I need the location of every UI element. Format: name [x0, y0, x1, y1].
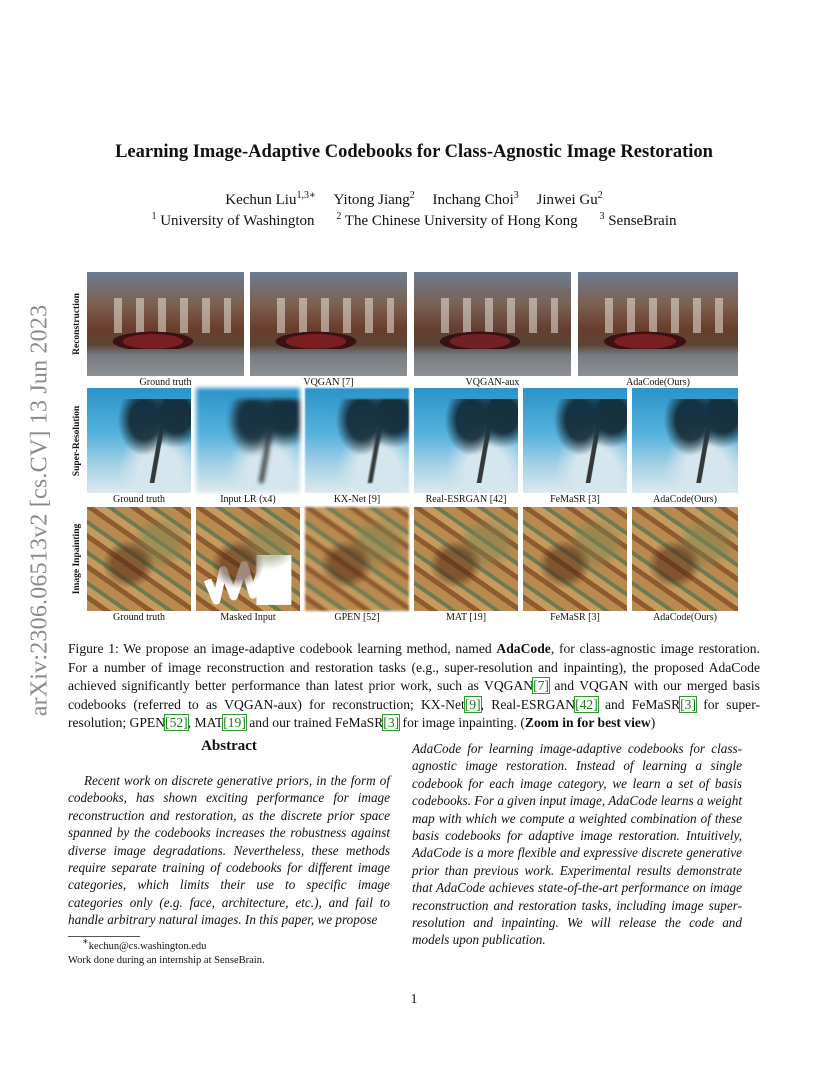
- panel-caption: Ground truth: [113, 494, 165, 505]
- panel-caption: MAT [19]: [445, 612, 487, 623]
- author-sup: 2: [409, 190, 415, 201]
- figure-panel: [414, 272, 571, 390]
- author: [334, 192, 415, 208]
- row-label-image-inpainting: [70, 507, 84, 611]
- figure-panel: [523, 388, 627, 508]
- author-name: Kechun Liu: [225, 192, 297, 208]
- affiliation-name: SenseBrain: [608, 213, 677, 229]
- inpainting-image: [305, 507, 409, 611]
- figure-panel: [632, 507, 738, 627]
- citation-link[interactable]: [19]: [223, 715, 246, 731]
- abstract-body-right: AdaCode for learning image-adaptive codebooks for class-agnostic image restoration. Instead of learning a single codebook for each image category, we learn a set of basis codebooks. For a given input image, AdaCode learns a weight map with which we compute a weighted combination of these basis codebooks for adaptive image restoration. Intuitively, AdaCode is a more flexible and expressive discrete generative prior than previous work. Experimental results demonstrate that AdaCode achieves state-of-the-art performance on image reconstruction and restoration tasks, including image super-resolution and inpainting. We will release the code and models upon publication.: [412, 741, 742, 948]
- caption-text: for image inpainting. (: [399, 715, 525, 731]
- affiliation-list: [0, 213, 828, 230]
- author: [225, 192, 316, 208]
- super-resolution-image: [196, 388, 300, 493]
- caption-text: and our trained FeMaSR: [245, 715, 384, 731]
- figure-panel: [305, 388, 409, 508]
- author-name: Yitong Jiang: [333, 192, 410, 208]
- panel-caption: AdaCode(Ours): [626, 377, 690, 388]
- super-resolution-image: [87, 388, 191, 493]
- panel-caption: GPEN [52]: [334, 612, 380, 623]
- author-sup: 2: [597, 190, 603, 201]
- affiliation-sup: 1: [151, 211, 157, 222]
- citation-link[interactable]: [42]: [575, 696, 598, 712]
- citation-link[interactable]: [9]: [464, 696, 481, 712]
- super-resolution-image: [305, 388, 409, 493]
- author-list: [0, 192, 828, 209]
- abstract-paragraph: Recent work on discrete generative priors, in the form of codebooks, has shown exciting performance for image reconstruction and restoration, as the discrete prior space spanned by the codebooks increases the robustness against diverse image degradations. Nevertheless, these methods require separate training of codebooks for different image categories, which limits their use to specific image categories only (e.g. face, architecture, etc.), and fail to handle arbitrary natural images. In this paper, we propose: [68, 773, 390, 928]
- arxiv-identifier: [20, 290, 60, 730]
- figure-panel: [87, 272, 244, 390]
- panel-caption: AdaCode(Ours): [653, 494, 717, 505]
- citation-link[interactable]: [3]: [680, 696, 696, 712]
- figure-panel: [414, 388, 518, 508]
- caption-text: , Real-ESRGAN: [480, 696, 576, 712]
- author: [433, 192, 519, 208]
- affiliation-name: The Chinese University of Hong Kong: [344, 213, 578, 229]
- affiliation-sup: 3: [599, 211, 605, 222]
- author-name: Inchang Choi: [432, 192, 514, 208]
- panel-caption: AdaCode(Ours): [653, 612, 717, 623]
- row-label-text: Image Inpainting: [72, 523, 83, 595]
- citation-link[interactable]: [3]: [383, 715, 400, 731]
- panel-caption: Ground truth: [113, 612, 165, 623]
- footnote-internship: Work done during an internship at SenseBrain.: [68, 955, 265, 966]
- panel-caption: VQGAN [7]: [303, 377, 354, 388]
- caption-text: Figure 1: We propose an image-adaptive codebook learning method, named: [68, 641, 497, 656]
- super-resolution-image: [414, 388, 518, 493]
- caption-method-name: AdaCode: [496, 641, 551, 656]
- caption-text: , MAT: [187, 715, 224, 731]
- panel-caption: Real-ESRGAN [42]: [425, 494, 507, 505]
- affiliation-name: University of Washington: [160, 213, 315, 229]
- affiliation: [151, 213, 314, 229]
- inpainting-image: [87, 507, 191, 611]
- author-name: Jinwei Gu: [536, 192, 598, 208]
- inpainting-image: [523, 507, 627, 611]
- citation-link[interactable]: [52]: [165, 715, 188, 731]
- caption-text: , for class-agnostic image restoration. For a number of image reconstruction and restoration tasks (e.g., super-resolution and inpainting), the proposed AdaCode achieved significantly better performance than latest prior work, such as VQGAN: [68, 641, 761, 694]
- panel-caption: KX-Net [9]: [333, 494, 381, 505]
- panel-caption: Masked Input: [220, 612, 276, 623]
- figure-panel: [523, 507, 627, 627]
- footnote-email: [82, 936, 207, 952]
- caption-text: and FeMaSR: [597, 696, 681, 712]
- caption-text: and VQGAN with our merged basis codebooks (referred to as VQGAN-aux) for reconstruction; KX-Net: [68, 678, 760, 712]
- footnote-email-text[interactable]: kechun@cs.washington.edu: [88, 941, 207, 952]
- affiliation: [599, 213, 676, 229]
- paper-title: Learning Image-Adaptive Codebooks for Class-Agnostic Image Restoration: [115, 142, 713, 162]
- reconstruction-image: [87, 272, 244, 376]
- author-sup: 1,3∗: [296, 190, 316, 201]
- caption-text: ): [650, 715, 656, 731]
- figure-panel: [250, 272, 407, 390]
- reconstruction-image: [578, 272, 738, 376]
- row-label-text: Super-Resolution: [72, 405, 83, 477]
- author: [537, 192, 603, 208]
- figure-panel: [196, 507, 300, 627]
- page-number: 1: [410, 991, 418, 1006]
- affiliation: [336, 213, 577, 229]
- row-label-reconstruction: [70, 272, 84, 376]
- panel-caption: VQGAN-aux: [465, 377, 520, 388]
- figure-1: [70, 270, 740, 630]
- figure-panel: [87, 507, 191, 627]
- super-resolution-image: [523, 388, 627, 493]
- panel-caption: Input LR (x4): [220, 494, 276, 505]
- row-label-super-resolution: [70, 388, 84, 494]
- figure-panel: [578, 272, 738, 390]
- author-sup: 3: [513, 190, 519, 201]
- figure-panel: [196, 388, 300, 508]
- reconstruction-image: [414, 272, 571, 376]
- arxiv-id-text: arXiv:2306.06513v2 [cs.CV] 13 Jun 2023: [26, 304, 53, 716]
- footnote-divider: [68, 936, 140, 937]
- row-label-text: Reconstruction: [72, 293, 82, 355]
- caption-zoom-note: Zoom in for best view: [524, 715, 651, 731]
- figure-caption: [68, 640, 760, 733]
- inpainting-image: [414, 507, 518, 611]
- figure-panel: [414, 507, 518, 627]
- figure-panel: [87, 388, 191, 508]
- panel-caption: FeMaSR [3]: [550, 494, 600, 505]
- inpainting-image: [632, 507, 738, 611]
- citation-link[interactable]: [7]: [533, 678, 549, 694]
- inpainting-image: [196, 507, 300, 611]
- abstract-heading: Abstract: [201, 738, 257, 754]
- panel-caption: Ground truth: [139, 377, 192, 388]
- inpainting-mask: [204, 555, 291, 605]
- footnote-mark: ∗: [82, 936, 89, 948]
- figure-panel: [305, 507, 409, 627]
- caption-text: for super-resolution; GPEN: [68, 696, 760, 731]
- affiliation-sup: 2: [336, 211, 342, 222]
- reconstruction-image: [250, 272, 407, 376]
- super-resolution-image: [632, 388, 738, 493]
- abstract-body-left: [68, 772, 390, 929]
- panel-caption: FeMaSR [3]: [550, 612, 600, 623]
- figure-panel: [632, 388, 738, 508]
